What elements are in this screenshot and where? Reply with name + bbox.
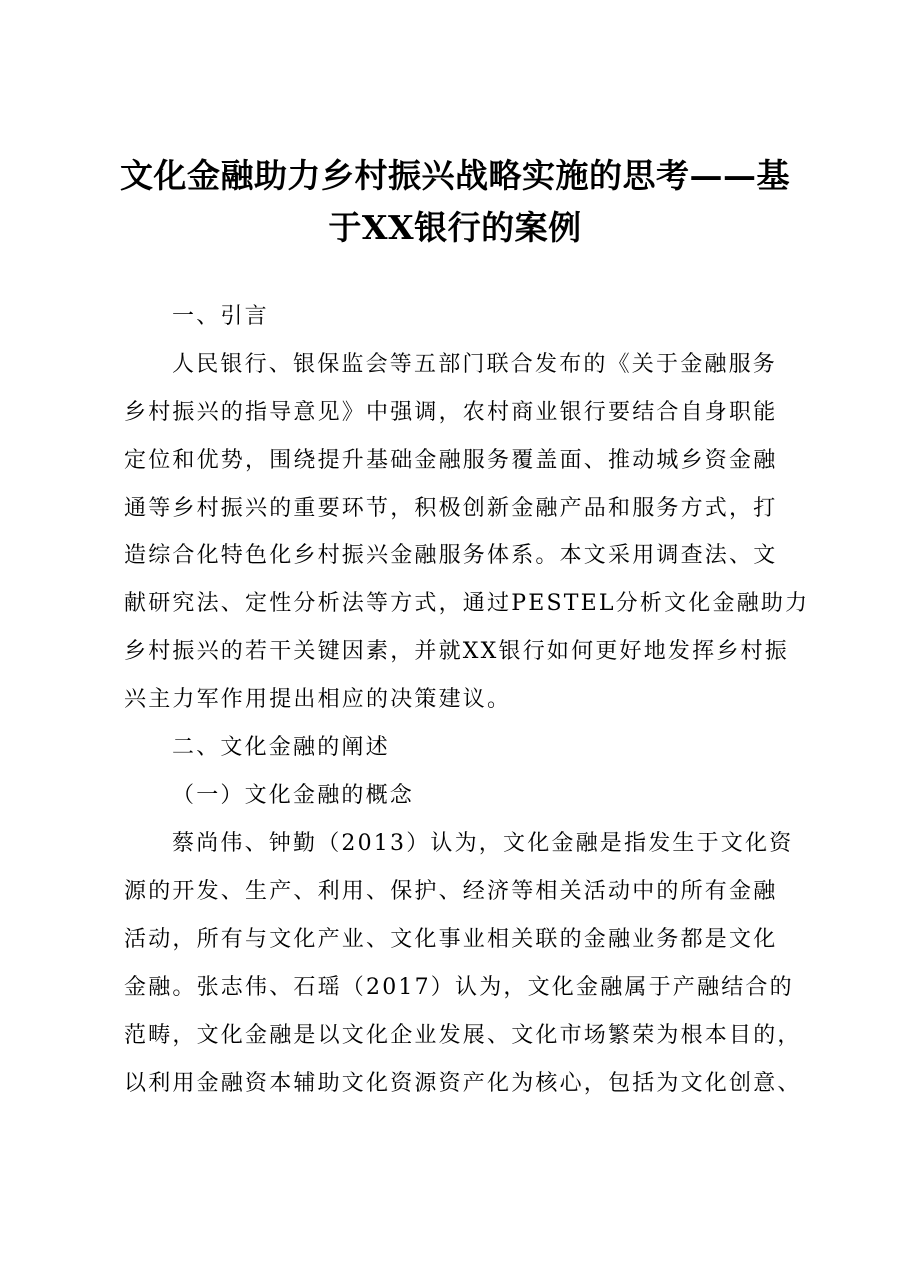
title-line-2: 于XX银行的案例	[328, 208, 582, 247]
paragraph-line: 乡村振兴的若干关键因素，并就XX银行如何更好地发挥乡村振	[124, 639, 789, 664]
paragraph-line: 以利用金融资本辅助文化资源资产化为核心，包括为文化创意、	[124, 1071, 802, 1096]
title-line-1: 文化金融助力乡村振兴战略实施的思考——基	[120, 156, 790, 195]
paragraph-line: 献研究法、定性分析法等方式，通过PESTEL分析文化金融助力	[124, 591, 810, 616]
paragraph-line: 金融。张志伟、石瑶（2017）认为，文化金融属于产融结合的	[124, 975, 794, 1000]
paragraph-line: 人民银行、银保监会等五部门联合发布的《关于金融服务	[172, 352, 778, 377]
paragraph-line: 源的开发、生产、利用、保护、经济等相关活动中的所有金融	[124, 879, 778, 904]
section-heading-cultural-finance: 二、文化金融的阐述	[172, 735, 390, 760]
paragraph-line: 蔡尚伟、钟勤（2013）认为，文化金融是指发生于文化资	[172, 831, 794, 856]
paragraph-line: 造综合化特色化乡村振兴金融服务体系。本文采用调查法、文	[124, 543, 778, 568]
paragraph-line: 通等乡村振兴的重要环节，积极创新金融产品和服务方式，打	[124, 496, 778, 521]
document-title	[110, 150, 800, 254]
subsection-heading-concept: （一）文化金融的概念	[172, 783, 415, 808]
section-heading-introduction: 一、引言	[172, 304, 269, 329]
paragraph-line: 定位和优势，围绕提升基础金融服务覆盖面、推动城乡资金融	[124, 448, 778, 473]
paragraph-line: 范畴，文化金融是以文化企业发展、文化市场繁荣为根本目的，	[124, 1023, 802, 1048]
paragraph-line: 乡村振兴的指导意见》中强调，农村商业银行要结合自身职能	[124, 400, 778, 425]
paragraph-line: 兴主力军作用提出相应的决策建议。	[124, 687, 512, 712]
paragraph-line: 活动，所有与文化产业、文化事业相关联的金融业务都是文化	[124, 927, 778, 952]
